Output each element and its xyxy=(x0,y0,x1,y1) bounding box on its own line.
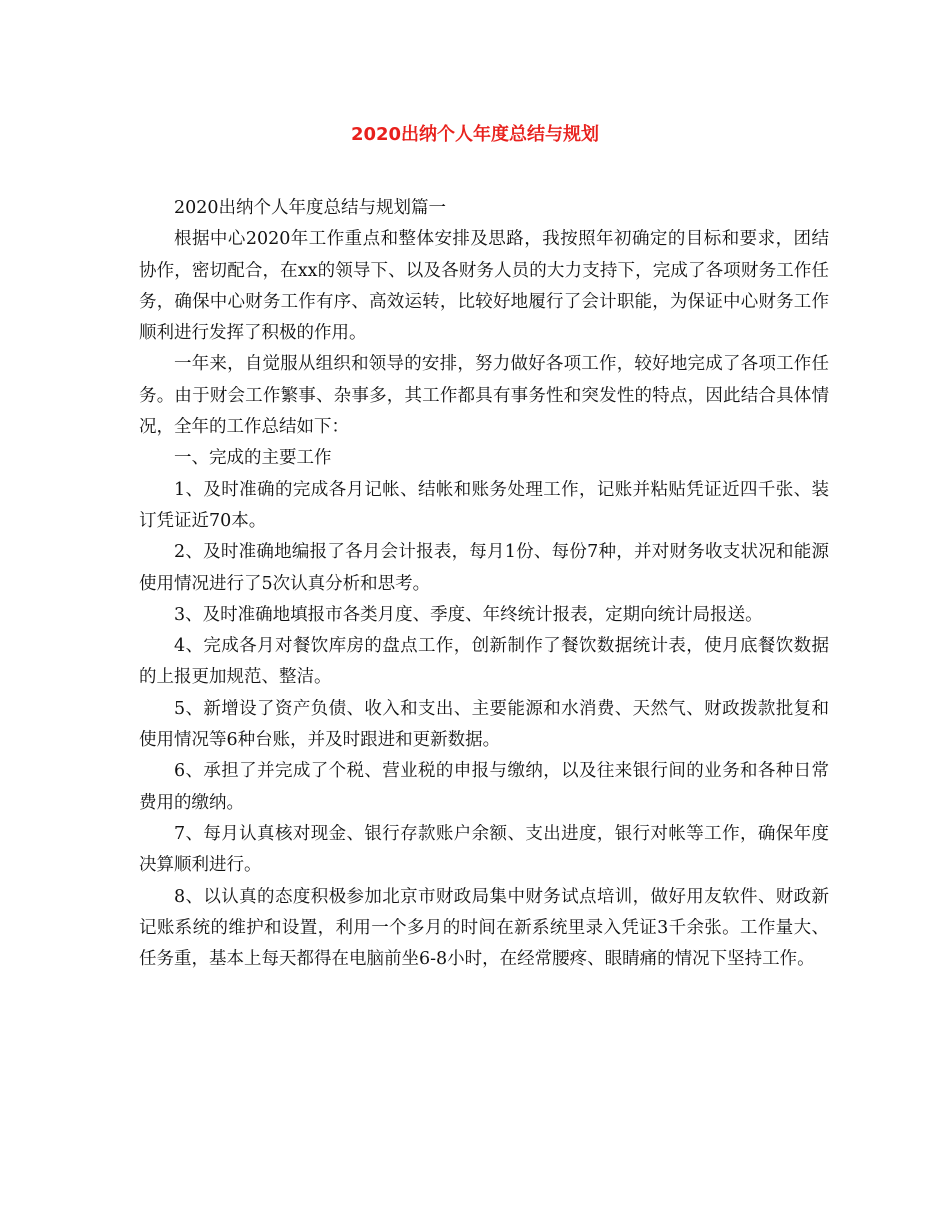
list-item: 5、新增设了资产负债、收入和支出、主要能源和水消费、天然气、财政拨款批复和使用情况等6种台账，并及时跟进和更新数据。 xyxy=(139,698,829,751)
section-heading: 2020出纳个人年度总结与规划篇一 xyxy=(174,198,447,218)
body-paragraph: 一年来，自觉服从组织和领导的安排，努力做好各项工作，较好地完成了各项工作任务。由于财会工作繁事、杂事多，其工作都具有事务性和突发性的特点，因此结合具体情况，全年的工作总结如下： xyxy=(139,354,829,438)
list-item: 2、及时准确地编报了各月会计报表，每月1份、每份7种，并对财务收支状况和能源使用情况进行了5次认真分析和思考。 xyxy=(139,542,829,594)
list-item: 4、完成各月对餐饮库房的盘点工作，创新制作了餐饮数据统计表，使月底餐饮数据的上报更加规范、整洁。 xyxy=(139,636,829,688)
document-title: 2020出纳个人年度总结与规划 xyxy=(350,124,600,145)
list-item: 3、及时准确地填报市各类月度、季度、年终统计报表，定期向统计局报送。 xyxy=(174,604,763,625)
list-item: 6、承担了并完成了个税、营业税的申报与缴纳，以及往来银行间的业务和各种日常费用的缴纳。 xyxy=(139,761,829,813)
body-paragraph: 根据中心2020年工作重点和整体安排及思路，我按照年初确定的目标和要求，团结协作，密切配合，在xx的领导下、以及各财务人员的大力支持下，完成了各项财务工作任务，确保中心财务工作有序、高效运转，比较好地履行了会计职能，为保证中心财务工作顺利进行发挥了积极的作用。 xyxy=(139,229,829,344)
document-body xyxy=(139,193,829,975)
list-item: 8、以认真的态度积极参加北京市财政局集中财务试点培训，做好用友软件、财政新记账系统的维护和设置，利用一个多月的时间在新系统里录入凭证3千余张。工作量大、任务重，基本上每天都得在电脑前坐6-8小时，在经常腰疼、眼睛痛的情况下坚持工作。 xyxy=(139,886,829,970)
subsection-heading: 一、完成的主要工作 xyxy=(174,448,332,469)
list-item: 7、每月认真核对现金、银行存款账户余额、支出进度，银行对帐等工作，确保年度决算顺利进行。 xyxy=(139,823,829,876)
list-item: 1、及时准确的完成各月记帐、结帐和账务处理工作，记账并粘贴凭证近四千张、装订凭证近70本。 xyxy=(139,479,829,531)
